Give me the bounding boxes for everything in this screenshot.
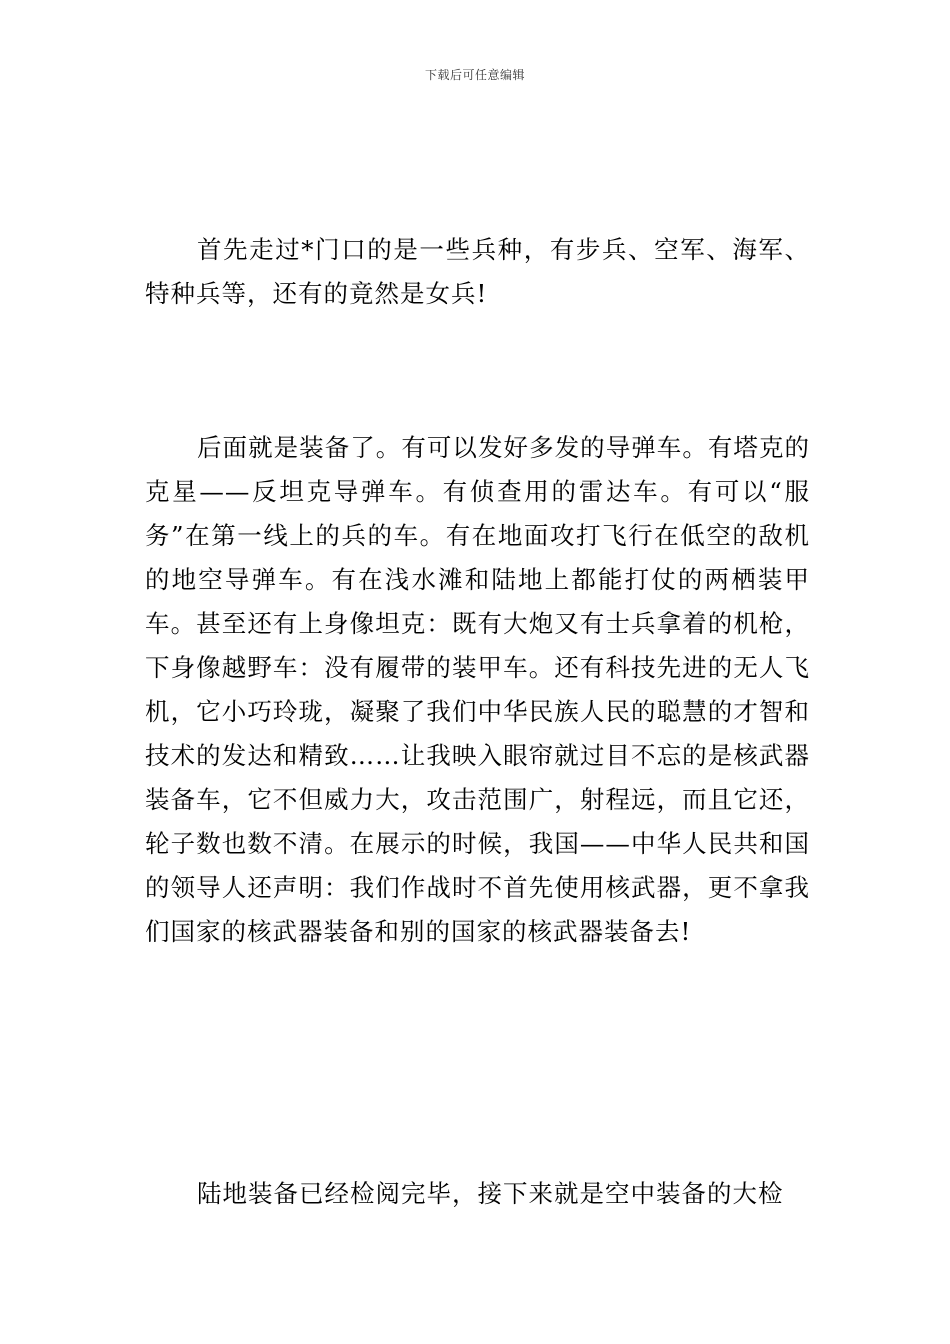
page-header: 下载后可任意编辑 bbox=[424, 68, 525, 82]
paragraph-soldiers: 首先走过*门口的是一些兵种，有步兵、空军、海军、特种兵等，还有的竟然是女兵! bbox=[145, 235, 810, 308]
paragraph-equipment: 后面就是装备了。有可以发好多发的导弹车。有塔克的克星——反坦克导弹车。有侦查用的雷达车。有可以“服务”在第一线上的兵的车。有在地面攻打飞行在低空的敌机的地空导弹车。有在浅水滩和陆地上都能打仗的两栖装甲车。甚至还有上身像坦克：既有大炮又有士兵拿着的机枪，下身像越野车：没有履带的装甲车。还有科技先进的无人飞机，它小巧玲珑，凝聚了我们中华民族人民的聪慧的才智和技术的发达和精致……让我映入眼帘就过目不忘的是核武器装备车，它不但威力大，攻击范围广，射程远，而且它还，轮子数也数不清。在展示的时候，我国——中华人民共和国的领导人还声明：我们作战时不首先使用核武器，更不拿我们国家的核武器装备和别的国家的核武器装备去! bbox=[145, 433, 810, 946]
paragraph-air-equipment: 陆地装备已经检阅完毕，接下来就是空中装备的大检 bbox=[197, 1179, 784, 1208]
